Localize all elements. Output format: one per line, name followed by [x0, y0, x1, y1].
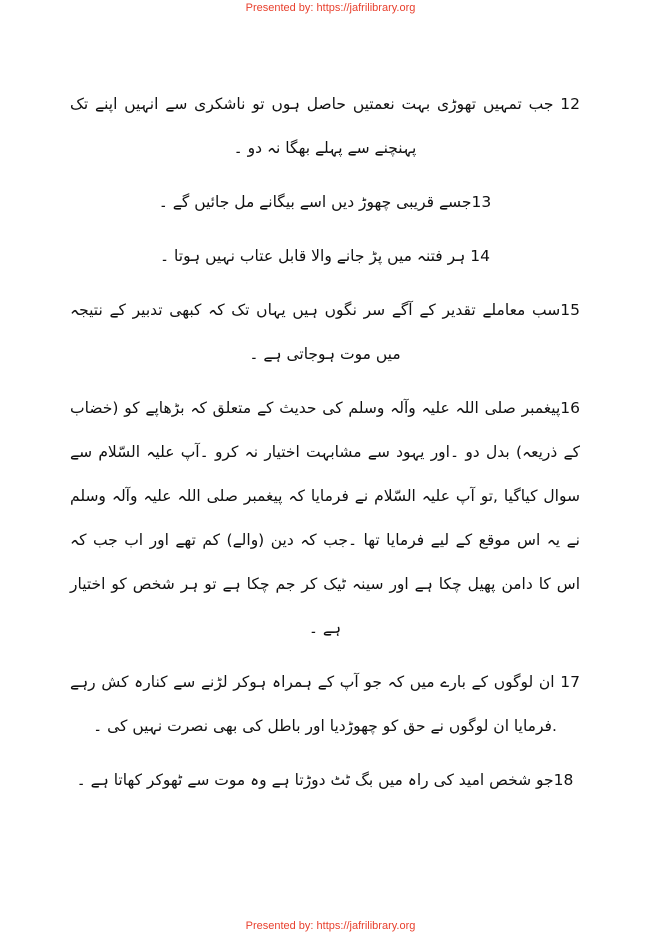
saying-17: 17 ان لوگوں کے بارے میں کہ جو آپ کے ہمراہ ہوکر لڑنے سے کنارہ کش رہے .فرمایا ان لوگوں نے حق کو چھوڑدیا اور باطل کی بھی نصرت نہیں کی ۔ [70, 673, 580, 735]
saying-14: 14 ہر فتنہ میں پڑ جانے والا قابل عتاب نہیں ہوتا ۔ [160, 247, 490, 265]
saying-12: 12 جب تمہیں تھوڑی بہت نعمتیں حاصل ہوں تو ناشکری سے انہیں اپنے تک پہنچنے سے پہلے بھگا نہ دو ۔ [70, 95, 580, 157]
saying-18: 18جو شخص امید کی راہ میں بگ ٹٹ دوڑتا ہے وہ موت سے ٹھوکر کھاتا ہے ۔ [76, 771, 574, 789]
saying-15: 15سب معاملے تقدیر کے آگے سر نگوں ہیں یہاں تک کہ کبھی تدبیر کے نتیجہ میں موت ہوجاتی ہے ۔ [70, 301, 580, 363]
saying-16: 16پیغمبر صلی اللہ علیہ وآلہ وسلم کی حدیث کے متعلق کہ بڑھاپے کو (خضاب کے ذریعہ) بدل دو ۔اور یہود سے مشابہت اختیار نہ کرو ۔آپ علیہ السّلام سے سوال کیاگیا ,تو آپ علیہ السّلام نے فرمایا کہ پیغمبر صلی اللہ علیہ وآلہ وسلم نے یہ اس موقع کے لیے فرمایا تھا ۔جب کہ دین (والے) کم تھے اور اب جب کہ اس کا دامن پھیل چکا ہے اور سینہ ٹیک کر جم چکا ہے تو ہر شخص کو اختیار ہے ۔ [70, 399, 580, 637]
saying-13: 13جسے قریبی چھوڑ دیں اسے بیگانے مل جائیں گے ۔ [158, 193, 492, 211]
header-banner[interactable]: Presented by: https://jafrilibrary.org [245, 2, 416, 14]
document-body [70, 82, 580, 812]
footer-banner[interactable]: Presented by: https://jafrilibrary.org [245, 920, 416, 932]
